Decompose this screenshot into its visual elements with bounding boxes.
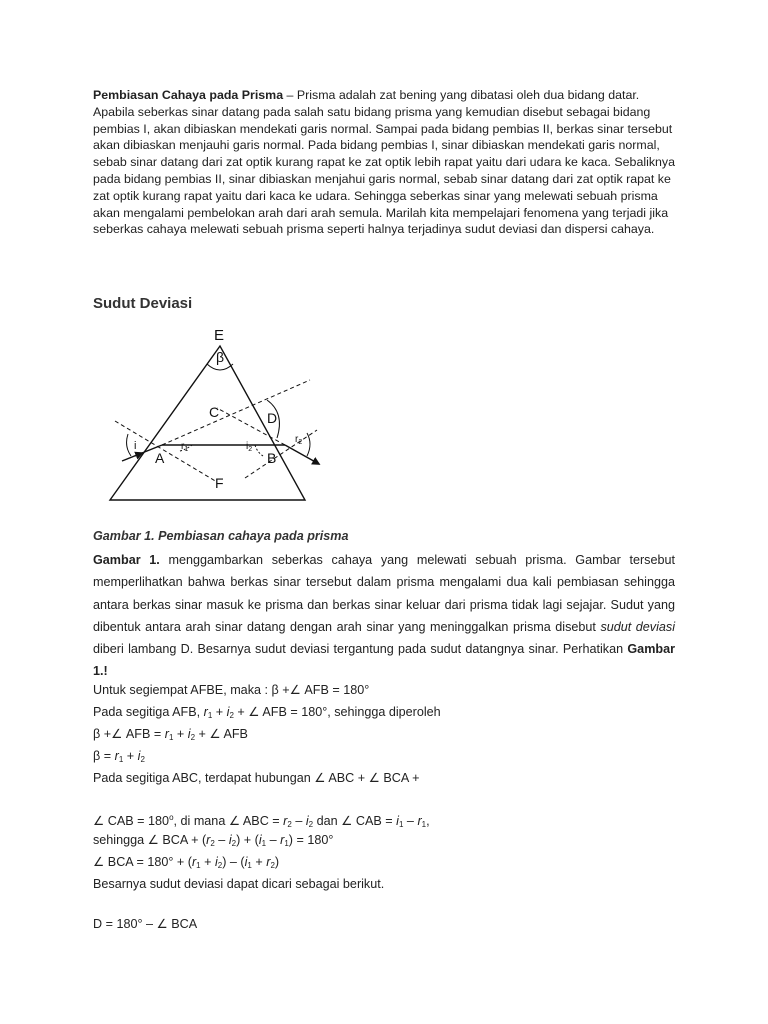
intro-heading: Pembiasan Cahaya pada Prisma (93, 88, 284, 102)
normal-line-b (245, 430, 317, 478)
equation-9: Besarnya sudut deviasi dapat dicari sebagai berikut. (93, 877, 385, 891)
equation-6: ∠ CAB = $180^o$, di mana ∠ ABC = $r_2 - i_2$ dan ∠ CAB = $i_1 - r_1$, (93, 813, 430, 829)
section-title: Sudut Deviasi (93, 295, 193, 312)
angle-arc-i1 (127, 434, 131, 456)
emergent-ray (285, 445, 319, 464)
equation-7: sehingga ∠ BCA + $(r_2 - i_2) + (i_1 - r_1) = 180^\circ$ (93, 833, 334, 848)
body-lead: Gambar 1. (93, 553, 160, 567)
angle-arc-i2 (255, 445, 263, 456)
incident-extension (162, 380, 310, 445)
intro-paragraph (93, 87, 683, 238)
label-r1: $r_1$ (181, 441, 189, 453)
equation-1: Untuk segiempat AFBE, maka : β +∠ AFB = 180° (93, 683, 370, 697)
label-b: B (267, 450, 277, 466)
equation-2: Pada segitiga AFB, $r_1 + i_2$ + ∠ AFB = 180°, sehingga diperoleh (93, 705, 441, 720)
equation-4: $\beta = r_1 + i_2$ (93, 749, 145, 764)
prism-diagram (95, 318, 335, 508)
intro-text: Prisma adalah zat bening yang dibatasi oleh dua bidang datar. Apabila seberkas sinar datang pada salah satu bidang prisma yang kemudian disebut sebagai bidang pembias I, akan dibiaskan mendekati garis normal. Sampai pada bidang pembias II, berkas sinar tersebut akan dibiaskan menjauhi garis normal. Pada bidang pembias I, sinar dibiaskan mendekati garis normal, sebab sinar datang dari zat optik kurang rapat ke zat optik lebih rapat yaitu dari udara ke kaca. Sebaliknya pada bidang pembias II, sinar dibiaskan menjahui garis normal, sebab sinar datang dari zat optik rapat ke zat optik kurang rapat yaitu dari kaca ke udara. Sehingga seberkas sinar yang melewati sebuah prisma akan mengalami pembelokan arah dari arah semula. Marilah kita mempelajari fenomena yang terjadi jika seberkas cahaya melewati sebuah prisma seperti halnya terjadinya sudut deviasi dan dispersi cahaya. (93, 88, 676, 237)
figure-caption: Gambar 1. Pembiasan cahaya pada prisma (93, 529, 349, 543)
body-term: sudut deviasi (600, 619, 676, 634)
label-d: D (267, 410, 278, 426)
normal-line-a (115, 421, 217, 482)
label-f: F (215, 475, 224, 491)
body-ref: Gambar 1.! (93, 642, 675, 679)
equation-10: D = 180° – ∠ BCA (93, 917, 198, 931)
label-i1: i (134, 440, 137, 452)
body-paragraph (93, 549, 675, 683)
equation-3: β +∠ AFB = $r_1 + i_2$ + ∠ AFB (93, 727, 248, 742)
label-i2: $i_2$ (246, 441, 253, 453)
intro-dash: – (283, 88, 297, 102)
body-text-1: menggambarkan seberkas cahaya yang melewati sebuah prisma. Gambar tersebut memperlihatkan bahwa berkas sinar tersebut dalam prisma mengalami dua kali pembiasan sehingga antara berkas sinar masuk ke prisma dan berkas sinar keluar dari prisma tidak lagi sejajar. Sudut yang dibentuk antara arah sinar datang dengan arah sinar yang meninggalkan prisma disebut (93, 553, 675, 634)
label-c: C (209, 404, 220, 420)
label-e: E (214, 327, 225, 344)
equation-8: ∠ BCA = $180^\circ + (r_1 + i_2) - (i_1 + r_2)$ (93, 855, 280, 870)
label-beta: β (216, 349, 225, 365)
body-text-2: diberi lambang D. Besarnya sudut deviasi tergantung pada sudut datangnya sinar. Perhatikan (93, 642, 628, 657)
equation-5: Pada segitiga ABC, terdapat hubungan ∠ ABC + ∠ BCA + (93, 771, 420, 785)
label-a: A (155, 450, 165, 466)
angle-arc-r2 (307, 433, 310, 456)
label-r2: $r_2$ (295, 434, 303, 446)
